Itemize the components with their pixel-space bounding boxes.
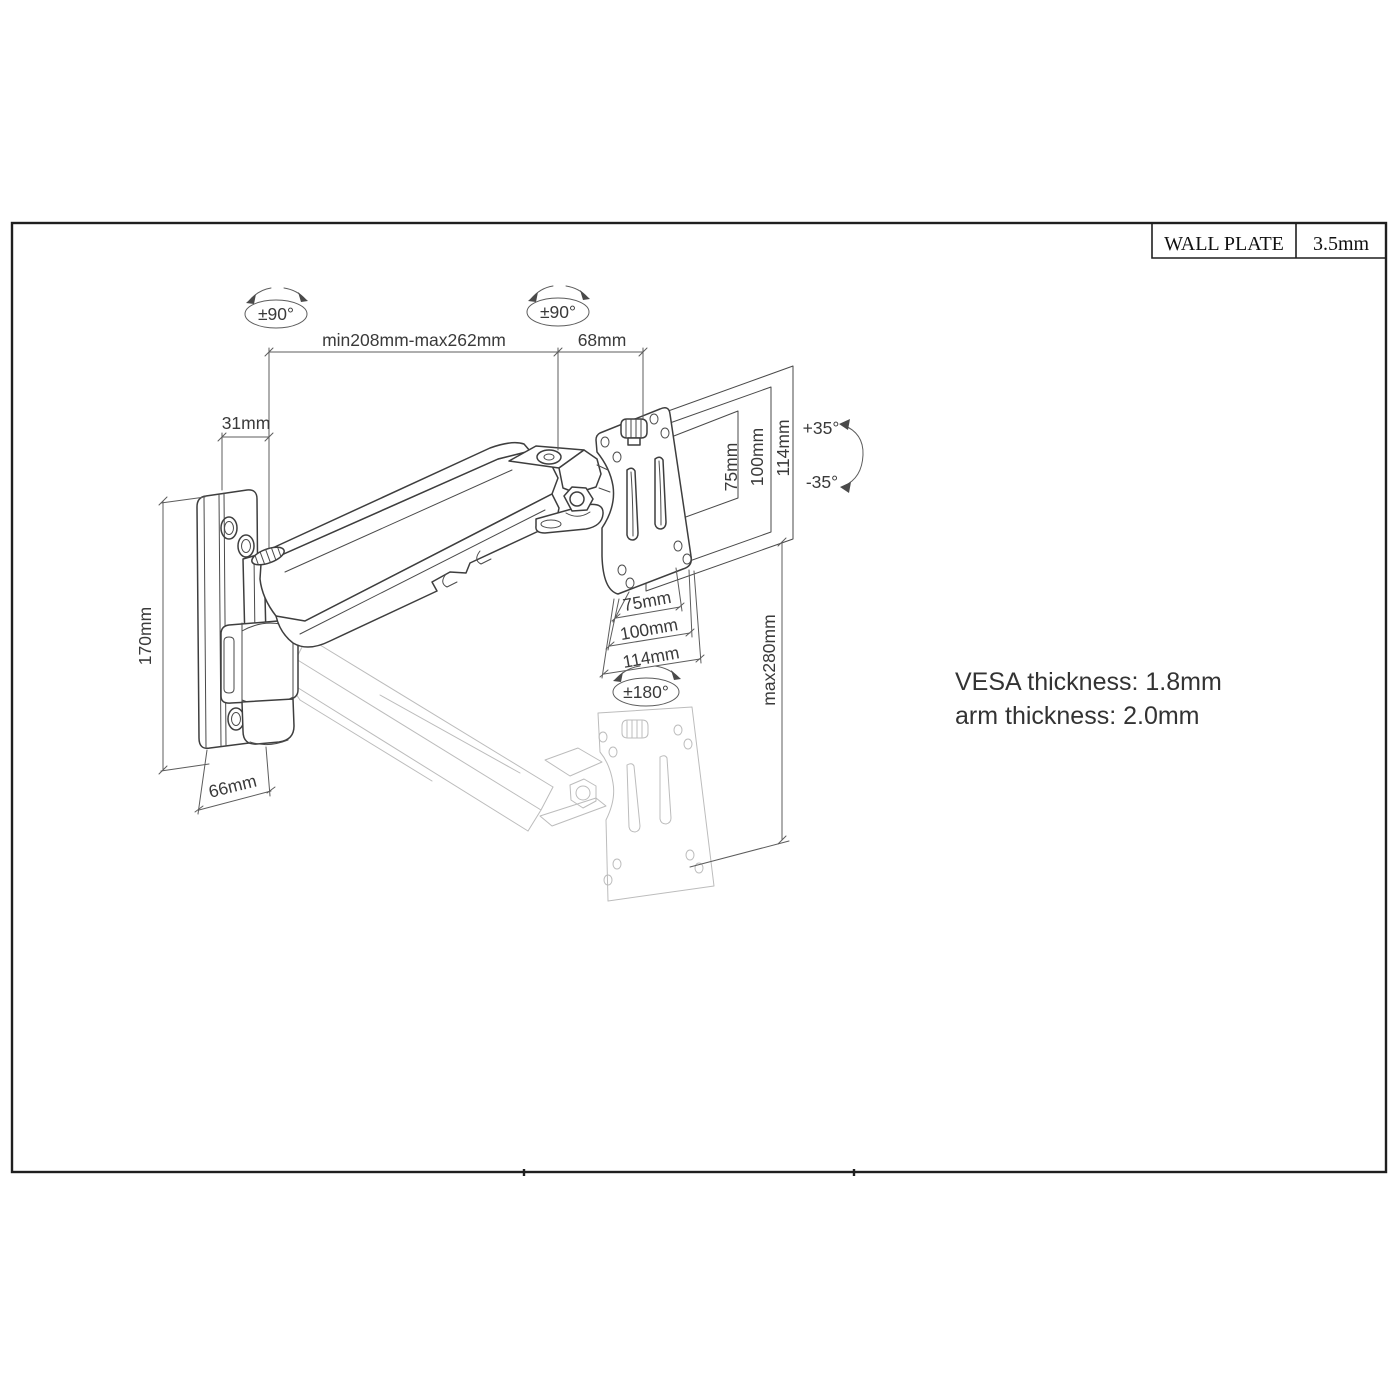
title-block-part: WALL PLATE: [1164, 233, 1284, 255]
vesa-plate: [596, 408, 691, 594]
note-vesa-thickness: VESA thickness: 1.8mm: [955, 668, 1222, 696]
dim-head-offset: 68mm: [577, 330, 627, 350]
cable-clip: [443, 574, 457, 587]
dim-vesa114-side: 114mm: [773, 419, 793, 477]
dim-wall-offset: 31mm: [221, 413, 271, 433]
notes: [955, 668, 1222, 730]
dim-rotation: ±180°: [623, 682, 669, 702]
title-block-value: 3.5mm: [1312, 233, 1370, 255]
vesa-thumbscrew: [621, 419, 647, 438]
dim-vesa100-side: 100mm: [747, 427, 767, 487]
dim-swivel-head: ±90°: [539, 302, 577, 322]
dim-plate-height: 170mm: [135, 606, 155, 666]
tilt-indicator: [803, 418, 863, 493]
rotation-indicator: [613, 666, 681, 706]
dim-vesa114-front: 114mm: [621, 642, 681, 672]
tilt-bolt: [570, 492, 584, 506]
dim-vesa75-side: 75mm: [721, 442, 741, 492]
note-arm-thickness: arm thickness: 2.0mm: [955, 702, 1200, 730]
spring-arm: [250, 443, 559, 647]
dim-swivel-wall: ±90°: [257, 304, 295, 324]
dim-vertical-travel: max280mm: [759, 614, 779, 706]
dim-plate-depth: 66mm: [206, 770, 259, 802]
dim-vesa100-front: 100mm: [618, 614, 680, 645]
dim-tilt-down: -35°: [805, 472, 839, 492]
hinge-lower-bracket: [242, 699, 294, 744]
pivot-screw: [537, 450, 561, 464]
ghost-lowered-position: [287, 637, 714, 901]
title-block: [1152, 223, 1386, 258]
dim-tilt-up: +35°: [802, 418, 840, 438]
swivel-head-indicator: [527, 286, 590, 326]
dim-extension-range: min208mm-max262mm: [322, 330, 506, 350]
dim-vesa75-front: 75mm: [621, 587, 673, 616]
swivel-wall-indicator: [245, 288, 308, 328]
